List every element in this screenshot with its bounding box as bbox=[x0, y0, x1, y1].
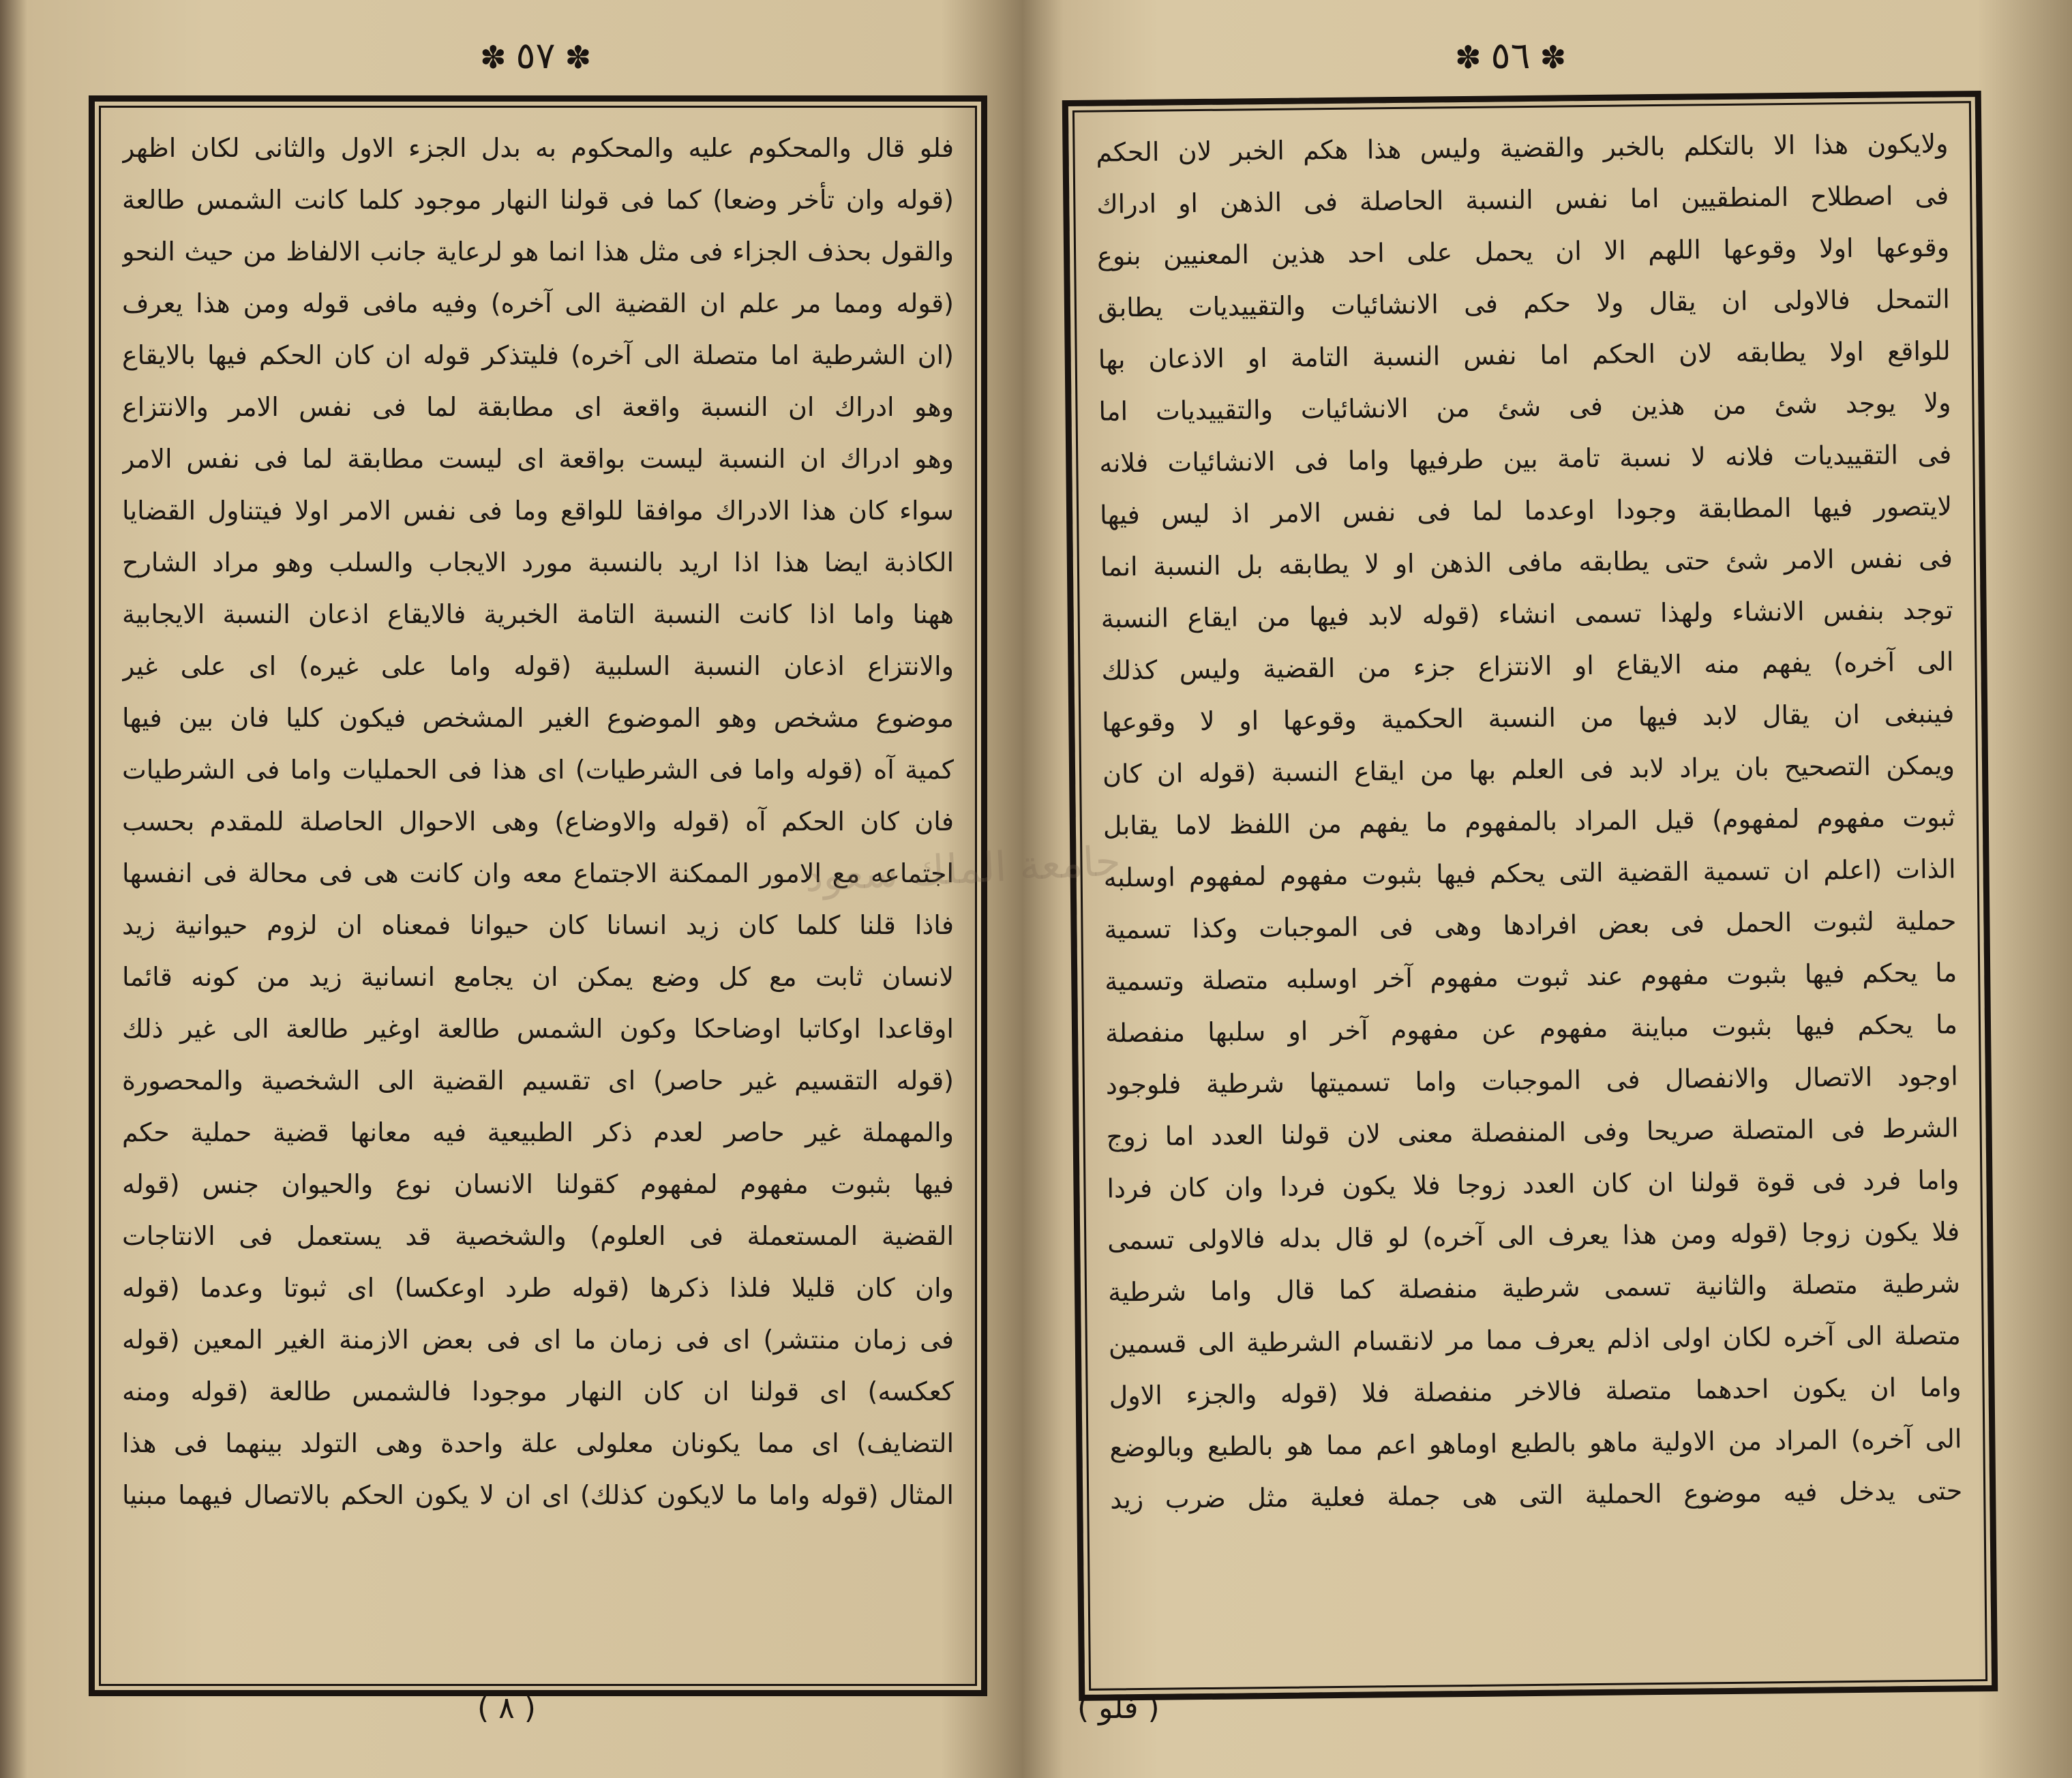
text-line: موضوع مشخص وهو الموضوع الغير المشخص فيكون كليا فان بين فيها bbox=[122, 703, 954, 733]
text-line: فان كان الحكم آه (قوله والاوضاع) وهى الاحوال الحاصلة للمقدم بحسب bbox=[122, 807, 954, 837]
text-line: حملية لثبوت الحمل فى بعض افرادها وهى فى الموجبات وكذا تسمية bbox=[1104, 905, 1957, 945]
text-line: ويمكن التصحيح بان يراد لابد فى العلم بها من ايقاع النسبة (قوله ان كان bbox=[1102, 750, 1955, 789]
text-line: فاذا قلنا كلما كان زيد انسانا كان حيوانا فمعناه ان لزوم حيوانية زيد bbox=[122, 910, 954, 940]
text-line: (قوله التقسيم غير حاصر) اى تقسيم القضية الى الشخصية والمحصورة bbox=[122, 1066, 954, 1096]
flourish-icon: ✽ bbox=[1540, 39, 1567, 76]
text-line: فى اصطلاح المنطقيين اما نفس النسبة الحاصلة فى الذهن او ادراك bbox=[1096, 180, 1949, 220]
text-line: والانتزاع اذعان النسبة السلبية (قوله واما على غيره) اى على غير bbox=[122, 651, 954, 681]
text-line: والمهملة غير حاصر لعدم ذكر الطبيعية فيه معانها قضية حملية حكم bbox=[122, 1117, 954, 1147]
text-line: ههنا واما اذا كانت النسبة التامة الخبرية فالايقاع اذعان النسبة الايجابية bbox=[122, 599, 954, 629]
flourish-icon: ✽ bbox=[1455, 39, 1482, 76]
flourish-icon: ✽ bbox=[480, 39, 507, 76]
text-line: فلا يكون زوجا (قوله ومن هذا يعرف الى آخره) لو قال بدله فالاولى تسمى bbox=[1107, 1216, 1960, 1256]
text-line: الشرط فى المتصلة صريحا وفى المنفصلة معنى لان قولنا العدد اما زوج bbox=[1106, 1113, 1959, 1152]
text-line: فينبغى ان يقال لابد فيها من النسبة الحكمية وقوعها او لا وقوعها bbox=[1102, 698, 1955, 738]
text-line: القضية المستعملة فى العلوم) والشخصية قد يستعمل فى الانتاجات bbox=[122, 1221, 954, 1251]
text-line: اوقاعدا اوكاتبا اوضاحكا وكون الشمس طالعة اوغير طالعة الى غير ذلك bbox=[122, 1014, 954, 1044]
text-line: وهو ادراك ان النسبة واقعة اى مطابقة لما فى نفس الامر والانتزاع bbox=[122, 392, 954, 422]
text-line: كمية آه (قوله واما فى الشرطيات) اى هذا فى الحمليات واما فى الشرطيات bbox=[122, 755, 954, 785]
text-line: فى نفس الامر شئ حتى يطابقه مافى الذهن او لا يطابقه بل النسبة انما bbox=[1100, 543, 1953, 582]
text-line: (ان الشرطية اما متصلة الى آخره) فليتذكر قوله ان كان الحكم فيها بالايقاع bbox=[122, 340, 954, 370]
text-line: (قوله ومما مر علم ان القضية الى آخره) وفيه مافى قوله ومن هذا يعرف bbox=[122, 288, 954, 318]
text-line: التضايف) اى مما يكونان معلولى علة واحدة وهى التولد بينهما فى هذا bbox=[122, 1428, 954, 1458]
text-line: ما يحكم فيها بثبوت مباينة مفهوم عن مفهوم آخر او سلبها منفصلة bbox=[1105, 1009, 1958, 1049]
text-line: لايتصور فيها المطابقة وجودا اوعدما لما فى نفس الامر اذ ليس فيها bbox=[1099, 491, 1953, 530]
text-line: (قوله وان تأخر وضعا) كما فى قولنا النهار موجود كلما كانت الشمس طالعة bbox=[122, 185, 954, 215]
text-line: ما يحكم فيها بثبوت مفهوم عند ثبوت مفهوم آخر اوسلبه متصلة وتسمية bbox=[1105, 957, 1957, 997]
text-line: ثبوت مفهوم لمفهوم) قيل المراد بالمفهوم ما يفهم من اللفظ لاما يقابل bbox=[1102, 802, 1956, 841]
right-page-number-text: ٥٦ bbox=[1490, 34, 1531, 77]
right-text-frame bbox=[1062, 91, 1998, 1701]
text-line: لانسان ثابت مع كل وضع يمكن ان يجامع انسانية زيد من كونه قائما bbox=[122, 962, 954, 992]
left-page-number bbox=[470, 34, 601, 77]
text-line: وان كان قليلا فلذا ذكرها (قوله طرد اوعكسا) اى ثبوتا وعدما (قوله bbox=[122, 1273, 954, 1303]
right-text-body bbox=[1096, 118, 1964, 1674]
text-line: فلو قال والمحكوم عليه والمحكوم به بدل الجزء الاول والثانى لكان اظهر bbox=[122, 133, 954, 163]
left-footer-signature: ( ٨ ) bbox=[477, 1691, 536, 1726]
text-line: حتى يدخل فيه موضوع الحملية التى هى جملة فعلية مثل ضرب زيد bbox=[1110, 1475, 1963, 1515]
text-line: والقول بحذف الجزاء فى مثل هذا انما هو لرعاية جانب الالفاظ من حيث النحو bbox=[122, 237, 954, 267]
text-line: ولايكون هذا الا بالتكلم بالخبر والقضية وليس هذا هكم الخبر لان الحكم bbox=[1096, 128, 1949, 168]
text-line: للواقع اولا يطابقه لان الحكم اما نفس النسبة التامة او الاذعان بها bbox=[1098, 335, 1951, 375]
left-page-number-text: ٥٧ bbox=[515, 34, 556, 77]
text-line: فيها بثبوت مفهوم لمفهوم كقولنا الانسان نوع والحيوان جنس (قوله bbox=[122, 1169, 954, 1199]
text-line: المثال (قوله واما ما لايكون كذلك) اى ان لا يكون الحكم بالاتصال فيهما مبنيا bbox=[122, 1480, 954, 1510]
text-line: وقوعها اولا وقوعها اللهم الا ان يحمل على احد هذين المعنيين بنوع bbox=[1096, 232, 1950, 271]
text-line: التمحل فالاولى ان يقال ولا حكم فى الانشائيات والتقييديات يطابق bbox=[1097, 284, 1951, 323]
text-line: كعكسه) اى قولنا ان كان النهار موجودا فالشمس طالعة (قوله ومنه bbox=[122, 1376, 954, 1406]
text-line: واما ان يكون احدهما متصلة فالاخر منفصلة فلا (قوله والجزء الاول bbox=[1109, 1372, 1962, 1411]
text-line: واما فرد فى قوة قولنا ان كان العدد زوجا فلا يكون فردا وان كان فردا bbox=[1107, 1164, 1960, 1204]
text-line: فى التقييديات فلانه لا نسبة تامة بين طرفيها واما فى الانشائيات فلانه bbox=[1099, 439, 1952, 479]
text-line: ولا يوجد شئ من هذين فى شئ من الانشائيات والتقييديات اما bbox=[1098, 387, 1951, 427]
text-line: فى زمان منتشر) اى فى زمان ما اى فى بعض الازمنة الغير المعين (قوله bbox=[122, 1325, 954, 1355]
text-line: الى آخره) المراد من الاولية ماهو بالطبع اوماهو اعم مما هو بالطبع وبالوضع bbox=[1109, 1423, 1962, 1463]
right-footer-catchword: ( فلو ) bbox=[1077, 1691, 1160, 1726]
text-line: شرطية متصلة والثانية تسمى شرطية منفصلة كما قال واما شرطية bbox=[1107, 1268, 1961, 1308]
text-line: وهو ادراك ان النسبة ليست بواقعة اى ليست مطابقة لما فى نفس الامر bbox=[122, 444, 954, 474]
right-page-number bbox=[1445, 34, 1576, 77]
text-line: متصلة الى آخره لكان اولى اذلم يعرف مما مر لانقسام الشرطية الى قسمين bbox=[1108, 1320, 1962, 1359]
flourish-icon: ✽ bbox=[565, 39, 592, 76]
text-line: سواء كان هذا الادراك موافقا للواقع وما فى نفس الامر اولا فيتناول القضايا bbox=[122, 496, 954, 526]
text-line: اجتماعه مع الامور الممكنة الاجتماع معه وان كانت هى فى محالة فى انفسها bbox=[122, 858, 954, 888]
watermark: جامعة الملك سعود bbox=[803, 837, 1122, 902]
text-line: الى آخره) يفهم منه الايقاع او الانتزاع جزء من القضية وليس كذلك bbox=[1101, 646, 1954, 686]
right-page bbox=[1036, 0, 2072, 1778]
text-line: توجد بنفس الانشاء ولهذا تسمى انشاء (قوله لابد فيها من ايقاع النسبة bbox=[1100, 594, 1953, 634]
text-line: اوجود الاتصال والانفصال فى الموجبات واما تسميتها شرطية فلوجود bbox=[1105, 1061, 1959, 1100]
text-line: الكاذبة ايضا هذا اذا اريد بالنسبة مورد الايجاب والسلب وهو مراد الشارح bbox=[122, 547, 954, 577]
text-line: الذات (اعلم ان تسمية القضية التى يحكم فيها بثبوت مفهوم لمفهوم اوسلبه bbox=[1103, 854, 1956, 893]
